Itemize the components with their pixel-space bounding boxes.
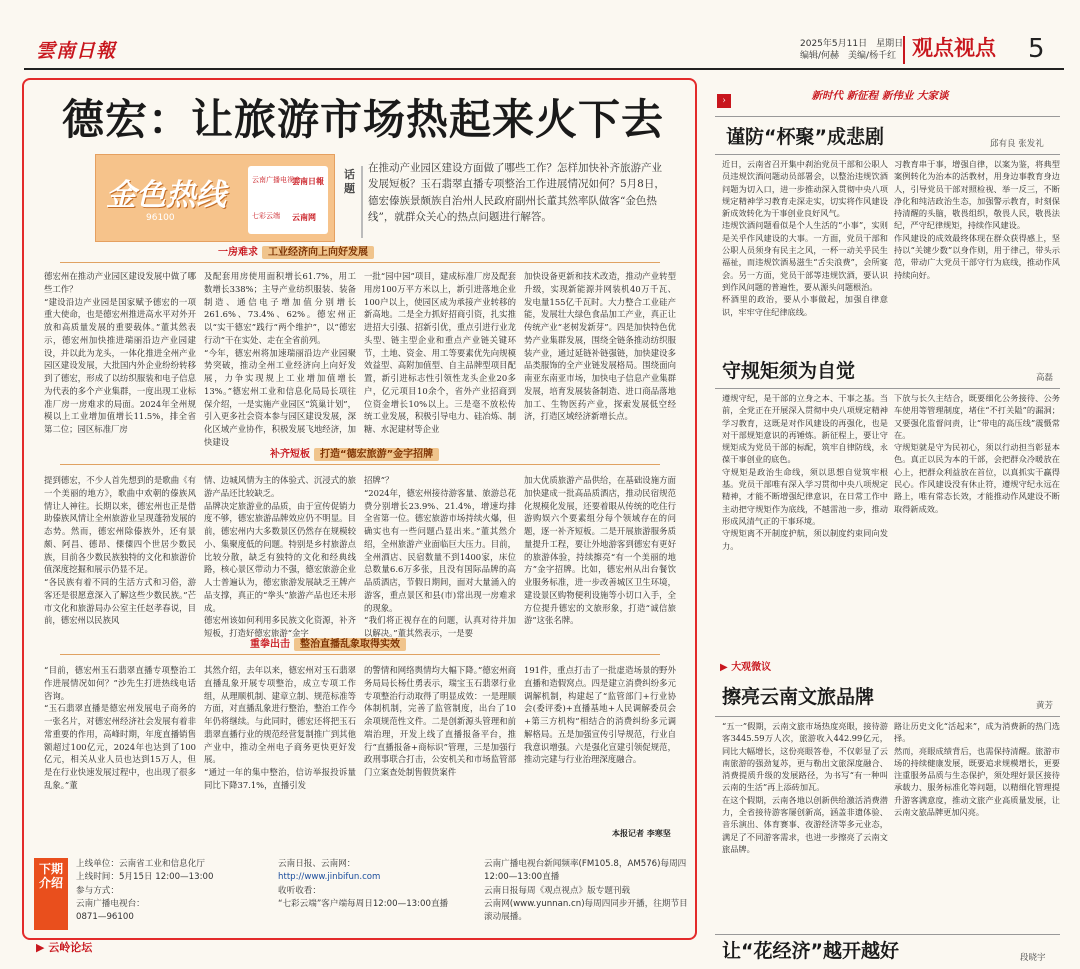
opinion-title: 守规矩须为自觉	[722, 360, 856, 382]
column-tag-label: 大观微议	[731, 662, 772, 673]
article-headline: 德宏：让旅游市场热起来火下去	[62, 95, 665, 144]
article-column: 招牌”？ “2024年，德宏州接待游客量、旅游总花费分别增长23.9%、21.4%，增速均排全省第一位。德宏旅游市场持续火爆，但确实也有一些问题凸显出来。”董其然介绍，全州旅游产业面临巨大压力。目前，全州酒店、民宿数量不到1400家，床位总数量6.6万多张，且没有国际品牌的高品质酒店，节假日期间，面对大量涌入的游客，重点景区和县(市)常出现一房难求的现象。 “我们将正视存在的问题，认真对待并加以解决。”董其然表示，一是要	[364, 475, 516, 639]
column-tag	[720, 661, 771, 675]
column-rule	[715, 388, 1060, 389]
topic-divider	[361, 166, 363, 238]
topic-label: 话题	[344, 168, 355, 196]
subhead-tourism	[270, 448, 439, 462]
opinion-author: 黄芳	[1036, 701, 1054, 711]
info-column-2	[278, 858, 478, 911]
info-column-3	[484, 858, 688, 925]
article-intro: 在推动产业园区建设方面做了哪些工作？怎样加快补齐旅游产业发展短板？玉石翡翠直播专项整治工作进展情况如何？5月8日，德宏傣族景颇族自治州人民政府副州长董其然率队做客“金色热线”，就群众关心的热点问题进行解答。	[368, 162, 665, 223]
series-banner: 新时代 新征程 新伟业 大家谈	[811, 90, 949, 102]
opinion-author: 高磊	[1036, 373, 1054, 383]
subhead-industry	[218, 246, 374, 260]
subhead-livestream	[250, 638, 406, 652]
hotline-phone: 0871—96100	[76, 912, 134, 923]
article-column: 191件，重点打击了一批虚造场景的野外直播和造假窝点。四是建立消费纠纷多元调解机制，构建起了“监管部门+行业协会(委评委)+直播基地+人民调解委员会+第三方机构”相结合的消费纠纷多元调解格局。五是加强宣传引导规范，行业自我意识增强。六是强化宣建引领促规范，推动完建与行业治理深度融合。	[524, 665, 676, 765]
page-number: 5	[1028, 34, 1045, 64]
subhead-kicker: 重拳出击	[250, 639, 290, 650]
column-rule	[715, 716, 1060, 717]
info-viewing: 收听收看：	[278, 885, 321, 896]
yunnan-broadcast-logo: 云南广播电视台	[252, 176, 301, 184]
opinion-column: 下放与长久主结合，既要细化公务接待、公务车使用等管理制度，堵住“不打关隘”的漏洞；又要强化监督问责，让“带电的高压线”震慑常在。 守规矩就是守为民初心，须以行动担当彰显本色。真正以民为本的干部，会把群众冷暖放在心上，把群众利益放在首位，以真抓实干赢得民心。作风建设没有休止符，遵规守纪永远在路上，唯有常态长效，才能推动作风建设不断取得新成效。	[894, 393, 1060, 514]
reporter-byline: 本报记者 李寒坚	[612, 829, 671, 838]
info-column-1	[76, 858, 272, 925]
flag-icon: ▶	[720, 662, 728, 673]
issue-date: 2025年5月11日 星期日	[800, 39, 904, 49]
info-unit: 上线单位：云南省工业和信息化厅	[76, 859, 205, 869]
info-print: 云南日报每周《观点视点》版专题刊载	[484, 885, 631, 896]
opinion-column: “五一”假期，云南文旅市场热度亮眼，接待游客3445.59万人次，旅游收入442.99亿元，同比大幅增长，这份亮眼答卷，不仅彰显了云南旅游的强劲复苏，更与勒出文旅深度融合、消费提质升级的发展路径，为书写“有一种叫云南的生活”再上添砖加瓦。 在这个假期，云南各地以创新供给激活消费潜力，全省接待游客屡创新高，涵盖非遗体验、音乐演出、体育赛事、夜游经济等多元业态，满足了不同游客需求，也进一步擦亮了云南文旅品牌。	[722, 721, 888, 854]
article-column: 的警情和网络舆情均大幅下降。”德宏州商务局局长杨仕勇表示，瑞宝玉石翡翠行业专项整治行动取得了明显成效：一是理顺体制机制，完善了监管制度，出台了10余项规范性文件。二是创新源头管理和前端治理，开发上线了直播报备平台，推行“直播报备+商标识”管理，三是加强行政刑事联合打击，公安机关和市场监管部门立案查处制售假货案件	[364, 665, 516, 778]
newspaper-logo: 雲南日報	[36, 40, 117, 62]
article-column: 提到德宏，不少人首先想到的是歌曲《有一个美丽的地方》，歌曲中欢朝的傣族风情让人神往。长期以来，德宏州也正是借助傣族风情让全州旅游业呈现蓬勃发展的态势。然而，德宏州除傣族外，还有景颇、阿昌、德昂、傈僳四个世居少数民族，目前各少数民族独特的文化和旅游价值深度挖掘和展示仍显不足。 “各民族有着不同的生活方式和习俗，游客还是很愿意深入了解这些少数民族。”芒市文化和旅游局办公室主任赵孝春说，目前，德宏州以民族风	[44, 475, 196, 626]
article-column: 其然介绍，去年以来，德宏州对玉石翡翠直播乱象开展专项整治，成立专项工作组，从理顺机制、建章立制、规范标准等方面，对直播乱象进行整治，整治工作今年仍将继续。与此同时，德宏还将把玉石翡翠直播行业的规范经营复制推广到其他产业中，推动全州电子商务更快更好发展。 “通过一年的集中整治，信访举报投诉量同比下降37.1%，直播引发	[204, 665, 356, 790]
forum-tag-label: 云岭论坛	[48, 941, 93, 954]
article-column: “目前，德宏州玉石翡翠直播专项整治工作进展情况如何？”沙先生打进热线电话咨询。 “玉石翡翠直播是德宏州发展电子商务的一张名片，对德宏州经济社会发展有着非常重要的作用，高峰时期，年度直播销售额超过100亿元，2024年也达到了100亿元，相关从业人员也达到15万人，但是在行业快速发展过程中，也出现了很多乱象。”董	[44, 665, 196, 790]
opinion-column: 习教育串于事，增强自律，以案为鉴，将典型案例转化为治本的活教材，用身边事教育身边人，引导党员干部对照检视、举一反三，不断净化和纯洁政治生态，加强警示教育，时刻保持清醒的头脑，敬畏组织，敬畏人民，敬畏法纪，严守纪律规矩，持续作风建设。 作风建设的成效最终体现在群众获得感上，坚持以“关键少数”以身作则，用于律己，带头示范，带动广大党员干部守行为底线，推动作风持续向好。	[894, 159, 1060, 280]
opinion-title: 让“花经济”越开越好	[722, 940, 899, 962]
section-divider	[903, 36, 905, 64]
opinion-author: 段晓宇	[1020, 953, 1046, 963]
yunnan-daily-logo: 雲南日報	[292, 177, 324, 186]
article-column: 加快设备更新和技术改造，推动产业转型升级，实现新能源并网装机40万千瓦、发电量155亿千瓦时。大力整合工业硅产能，发展壮大绿色食品加工产业，真正让传统产业“老树发新芽”。四是加快特色优势产业集群发展，围绕全链条推动纺织服装产业，通过延链补链强链，加快建设多品类服饰的全产业链发展格局。围绕面向南亚东南亚市场，加快电子信息产业集群发展，培育发展装备制造、进口商品落地加工、生物医药产业，探索发展低空经济，打造区域经济新增长点。	[524, 271, 676, 422]
subhead-kicker: 一房难求	[218, 247, 258, 258]
subhead-rule	[60, 464, 660, 465]
column-rule	[715, 934, 1060, 935]
subhead-kicker: 补齐短板	[270, 449, 310, 460]
editor-credits: 编辑/何赫 美编/杨千红	[800, 51, 897, 61]
opinion-column: 近日，云南省召开集中刹治党员干部和公职人员违规饮酒问题动员部署会，以整治违规饮酒问题为切入口，进一步推动深入贯彻中央八项规定精神学习教育走深走实，切实将作风建设新成效转化为干事创业良好风气。 违规饮酒问题看似是个人生活的“小事”，实则是关乎作风建设的大事。一方面，党员干部和公职人员须身有民主之风，一杯一动关乎民生福祉，而违规饮酒易滋生“舌尖浪费”，会所宴会。另一方面，党员干部等违规饮酒，要认识到作风问题的普遍性，要从源头问题根治。 杯酒里的政治，要从小事做起，加强自律意识，牢牢守住纪律底线。	[722, 159, 888, 317]
masthead-rule	[24, 68, 1064, 70]
article-column: 加大优质旅游产品供给，在基础设施方面加快建成一批高品质酒店，推动民宿规范化规模化发展，还要着眼从传统的吃住行游购娱六个要素组分每个领域存在的问题，逐一补齐短板。二是开展旅游服务质量提升工程，要让外地游客到德宏有更好的旅游体验，持续擦亮“有一个美丽的地方”金字招牌。比如，德宏州从出台餐饮业服务标准，进一步改善城区卫生环境，建设景区购物便利设施等小切口入手，全方位提升德宏的文旅形象，打造“诚信旅游”这张名牌。	[524, 475, 676, 626]
next-episode-tag: 下期介绍	[34, 858, 68, 930]
info-yn-daily: 云南日报、云南网：	[278, 859, 356, 869]
article-column: 情、边城风情为主的体验式、沉浸式的旅游产品还比较缺乏。 品牌决定旅游业的品质，由于宣传促销力度不够，德宏旅游品牌效应仍不明显。目前，德宏州内大多数景区仍然存在规模较小、集聚度低的问题。特别是乡村旅游点比较分散，缺乏有独特的文化和经典线路，核心景区带动力不强，德宏旅游企业人士普遍认为，德宏旅游发展缺乏王牌产品支撑，真正的“拳头”旅游产品也还未形成。 德宏州该如何利用多民族文化资源，补齐短板，打造好德宏旅游“金字	[204, 475, 356, 639]
column-rule	[715, 154, 1060, 155]
qicai-yunduan-logo: 七彩云端	[252, 212, 280, 220]
opinion-title: 擦亮云南文旅品牌	[722, 686, 875, 708]
subhead-title: 整治直播乱象取得实效	[294, 638, 406, 651]
info-radio: 云南广播电视台新闻频率(FM105.8，AM576)每周四12:00—13:00直播	[484, 859, 687, 883]
article-column: 一批“园中园”项目，建成标准厂房及配套用房100万平方米以上，新引进落地企业100户以上，使园区成为承接产业转移的新高地。二是全力抓好招商引资，扎实推进招大引强、招新引优，重点引进行业龙头型、链主型企业和重点产业链关键环节，土地、资金、用工等要素优先向规模效益型、高附加值型、自主品牌型项目配置，新引进标志性引领性龙头企业20多户，亿元项目10余个，省外产业招商到位资金增长10%以上。三是毫不放松传统工业发展，积极引导电力、硅冶炼、制糖、水泥建材等企业	[364, 271, 516, 435]
article-column: 德宏州在推动产业园区建设发展中做了哪些工作？ “建设沿边产业园是国家赋予德宏的一项重大使命，也是德宏州推进高水平对外开放和高质量发展的重要载体。”董其然表示，德宏州加快推进瑞丽沿边产业园建设，并以此为龙头，一体化推进全州产业园区建设发展，大批国内外企业纷纷转移到了德宏，形成了以纺织服装和电子信息为代表的多个产业集群，一度出现工业标准厂房一房难求的局面。2024年全州规模以上工业增加值增长11.5%，排全省第二位；园区标准厂房	[44, 271, 196, 435]
subhead-rule	[60, 654, 660, 655]
info-web: 云南网(www.yunnan.cn)每周四同步开播，往期节目滚动展播。	[484, 898, 688, 923]
info-tv-line: 云南广播电视台：	[76, 898, 145, 909]
opinion-column: 路让历史文化“活起来”，成为消费新的热门选择。 然而，亮眼成绩背后，也需保持清醒。旅游市场的持续健康发展，既要追求规模增长，更要注重服务品质与生态保护，须处理好景区接待承载力、服务标准化等问题，以精细化管理提升游客满意度，推动文旅产业高质量发展，让云南文旅品牌更加闪亮。	[894, 721, 1060, 818]
subhead-title: 打造“德宏旅游”金字招牌	[314, 448, 439, 461]
opinion-author: 邱有良 张发礼	[990, 139, 1044, 149]
column-rule	[715, 116, 1060, 117]
opinion-title: 谨防“杯聚”成悲剧	[726, 126, 884, 148]
subhead-title: 工业经济向上向好发展	[262, 246, 374, 259]
subhead-rule	[60, 262, 660, 263]
info-participation: 参与方式：	[76, 885, 119, 896]
forum-tag	[36, 940, 92, 956]
hotline-number: 96100	[146, 213, 175, 223]
info-time: 上线时间：5月15日 12:00—13:00	[76, 872, 214, 883]
section-name: 观点视点	[912, 36, 996, 60]
hotline-promo-title: 金色热线	[106, 178, 226, 213]
flag-icon: ▶	[36, 941, 45, 954]
info-client: “七彩云端”客户端每周日12:00—13:00直播	[278, 898, 449, 909]
yunnan-net-logo: 云南网	[292, 213, 316, 222]
opinion-column: 遵规守纪，是干部的立身之本、干事之基。当前，全党正在开展深入贯彻中央八项规定精神学习教育，这既是对作风建设的再强化，也是对干部规矩意识的再锤炼。新征程上，要让守规矩成为党员干部的标配，筑牢自律防线，永葆干事创业的底色。 守规矩是政治生命线，须以思想自觉筑牢根基。党员干部唯有深入学习贯彻中央八项规定精神，才能不断增强纪律意识，在日常工作中主动把守规矩作为底线，不越雷池一步，推动形成风清气正的干事环境。 守规矩离不开制度护航，须以制度约束同向发力。	[722, 393, 888, 551]
info-url[interactable]: http://www.jinbifun.com	[278, 872, 381, 883]
chevron-right-icon: ›	[717, 94, 731, 108]
article-column: 及配套用房使用面积增长61.7%，用工数增长338%；主导产业纺织服装、装备制造、通信电子增加值分别增长261.6%、73.4%、62%。德宏州正以“实干德宏”践行“两个维护”，以“德宏行动”干在实处、走在全省前列。 “今年，德宏州将加速瑞丽沿边产业园聚势突破，推动全州工业经济向上向好发展，力争实现规上工业增加值增长13%。”德宏州工业和信息化局局长项往保介绍，一是实施产业园区“筑巢计划”，引入更多社会资本参与园区建设发展，深化区域产业协作，积极发展飞地经济，加快建设	[204, 271, 356, 447]
